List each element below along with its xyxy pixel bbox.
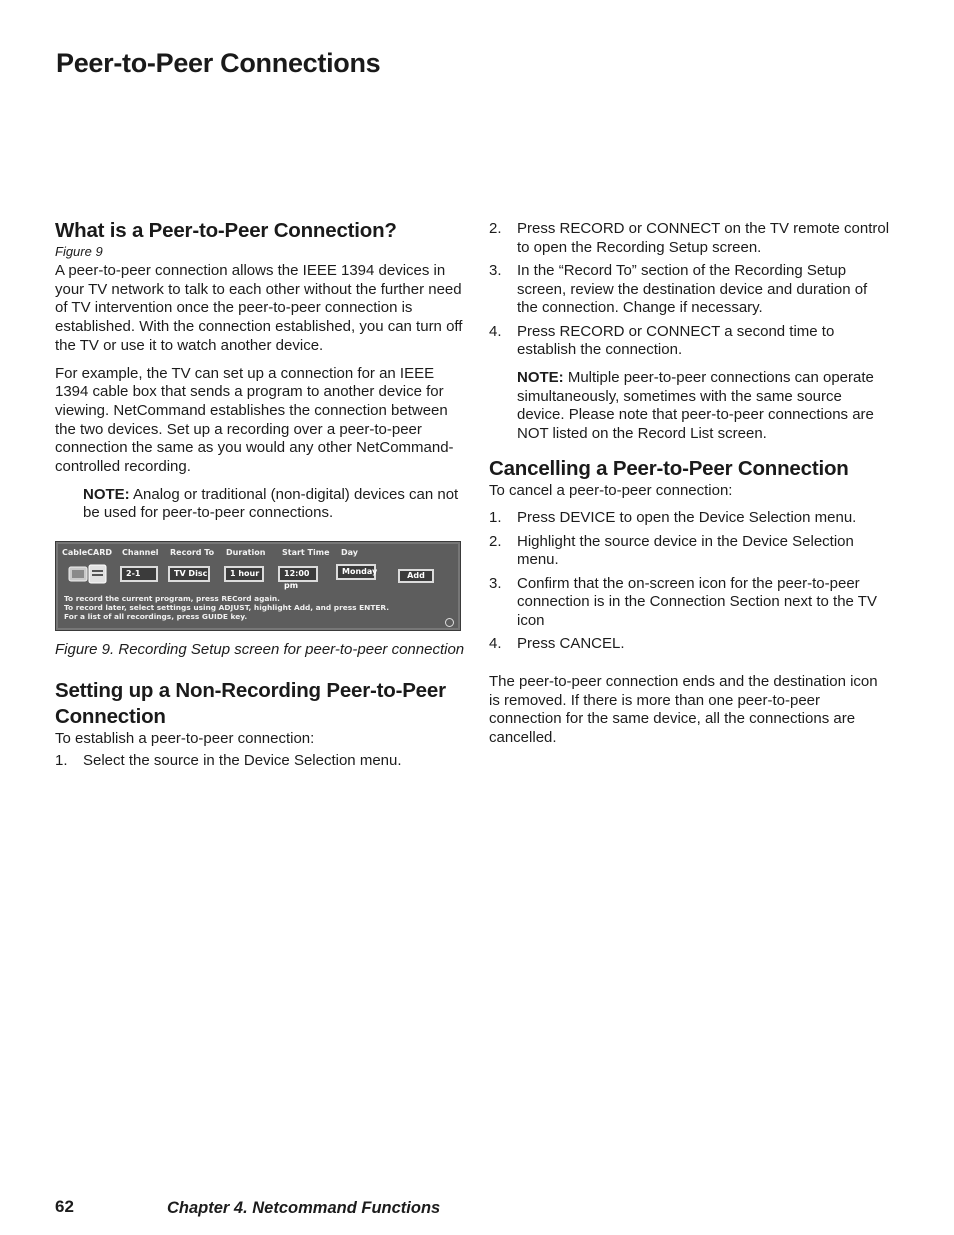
recording-setup-screen [55,541,461,631]
start-time-field[interactable]: 12:00 pm [278,566,318,582]
instruction-line: To record the current program, press RECord again. [64,594,280,604]
screen-header-duration: Duration [226,548,266,558]
closing-paragraph: The peer-to-peer connection ends and the destination icon is removed. If there is more than one peer-to-peer connection for the same device, all the connections are cancelled. [489,672,878,746]
note-label: NOTE: [517,368,564,386]
step-number: 3. [489,261,502,279]
step-text: Confirm that the on-screen icon for the peer-to-peer connection is in the Connection Section next to the TV icon [517,574,877,629]
add-button[interactable]: Add [398,569,434,583]
cablecard-device-icon [68,562,108,586]
step-text: Select the source in the Device Selection menu. [83,752,402,770]
step-number: 1. [489,509,502,527]
screen-instructions [64,594,389,621]
cancel-steps-list [489,509,891,653]
duration-field[interactable]: 1 hour [224,566,264,582]
section-heading-what-is: What is a Peer-to-Peer Connection? [55,219,397,242]
step-number: 4. [489,635,502,653]
screen-header-cablecard: CableCARD [62,548,113,558]
screen-header-record-to: Record To [170,548,215,558]
step-text: Press RECORD or CONNECT on the TV remote control to open the Recording Setup screen. [517,220,890,256]
step-number: 4. [489,322,502,340]
figure-reference: Figure 9 [55,244,103,259]
record-to-field[interactable]: TV Disc [168,566,210,582]
page-title: Peer-to-Peer Connections [56,48,381,78]
steps-list [55,752,467,771]
right-column [489,220,891,748]
step-text: Highlight the source device in the Device Selection menu. [517,532,854,569]
section-intro: To cancel a peer-to-peer connection: [489,481,733,499]
step-number: 2. [489,220,502,237]
screen-header-day: Day [341,548,359,558]
list-item [55,752,467,771]
step-text: Press RECORD or CONNECT a second time to establish the connection. [517,322,835,359]
chapter-title: Chapter 4. Netcommand Functions [167,1199,441,1217]
list-item [489,635,891,654]
note-label: NOTE: [83,485,130,503]
step-number: 3. [489,574,502,592]
channel-field[interactable]: 2-1 [120,566,158,582]
list-item [489,533,891,570]
section-heading-non-recording: Setting up a Non-Recording Peer-to-Peer Connection [55,678,446,728]
note-text: Multiple peer-to-peer connections can operate simultaneously, sometimes with the same source device. Please note that peer-to-peer connections are NOT listed on the Record List screen. [517,368,874,443]
list-item [489,262,891,318]
page-number: 62 [55,1197,74,1216]
section-heading-cancelling: Cancelling a Peer-to-Peer Connection [489,456,849,480]
left-column [55,218,467,776]
list-item [489,323,891,360]
step-number: 1. [55,752,68,770]
step-text: Press DEVICE to open the Device Selection menu. [517,509,857,527]
instruction-line: For a list of all recordings, press GUIDE key. [64,612,248,622]
figure-caption: Figure 9. Recording Setup screen for peer-to-peer connection [55,641,465,659]
instruction-line: To record later, select settings using ADJUST, highlight Add, and press ENTER. [64,603,390,613]
step-text: In the “Record To” section of the Recording Setup screen, review the destination device and duration of the connection. Change if necessary. [517,261,868,317]
paragraph-definition: A peer-to-peer connection allows the IEEE 1394 devices in your TV network to talk to each other without the further need of TV intervention once the peer-to-peer connection is established. With the connection established, you can turn off the TV or use it to watch another device. [55,262,463,354]
paragraph-example: For example, the TV can set up a connection for an IEEE 1394 cable box that sends a program to another device for viewing. NetCommand establishes the connection between the two devices. Set up a recording over a peer-to-peer connection the same as you would any other NetCommand-controlled recording. [55,364,454,476]
section-intro: To establish a peer-to-peer connection: [55,729,315,747]
list-item [489,220,891,257]
note-multiple-connections [489,369,891,444]
screen-header-channel: Channel [122,548,159,558]
screen-header-start-time: Start Time [282,548,330,558]
list-item [489,509,891,528]
note-analog-devices [55,486,467,523]
corner-indicator-icon [445,618,454,627]
note-text: Analog or traditional (non-digital) devices can not be used for peer-to-peer connections. [83,485,459,522]
step-number: 2. [489,532,502,550]
list-item [489,575,891,631]
steps-list-continued [489,220,891,360]
step-text: Press CANCEL. [517,635,625,653]
day-field[interactable]: Monday [336,564,376,580]
